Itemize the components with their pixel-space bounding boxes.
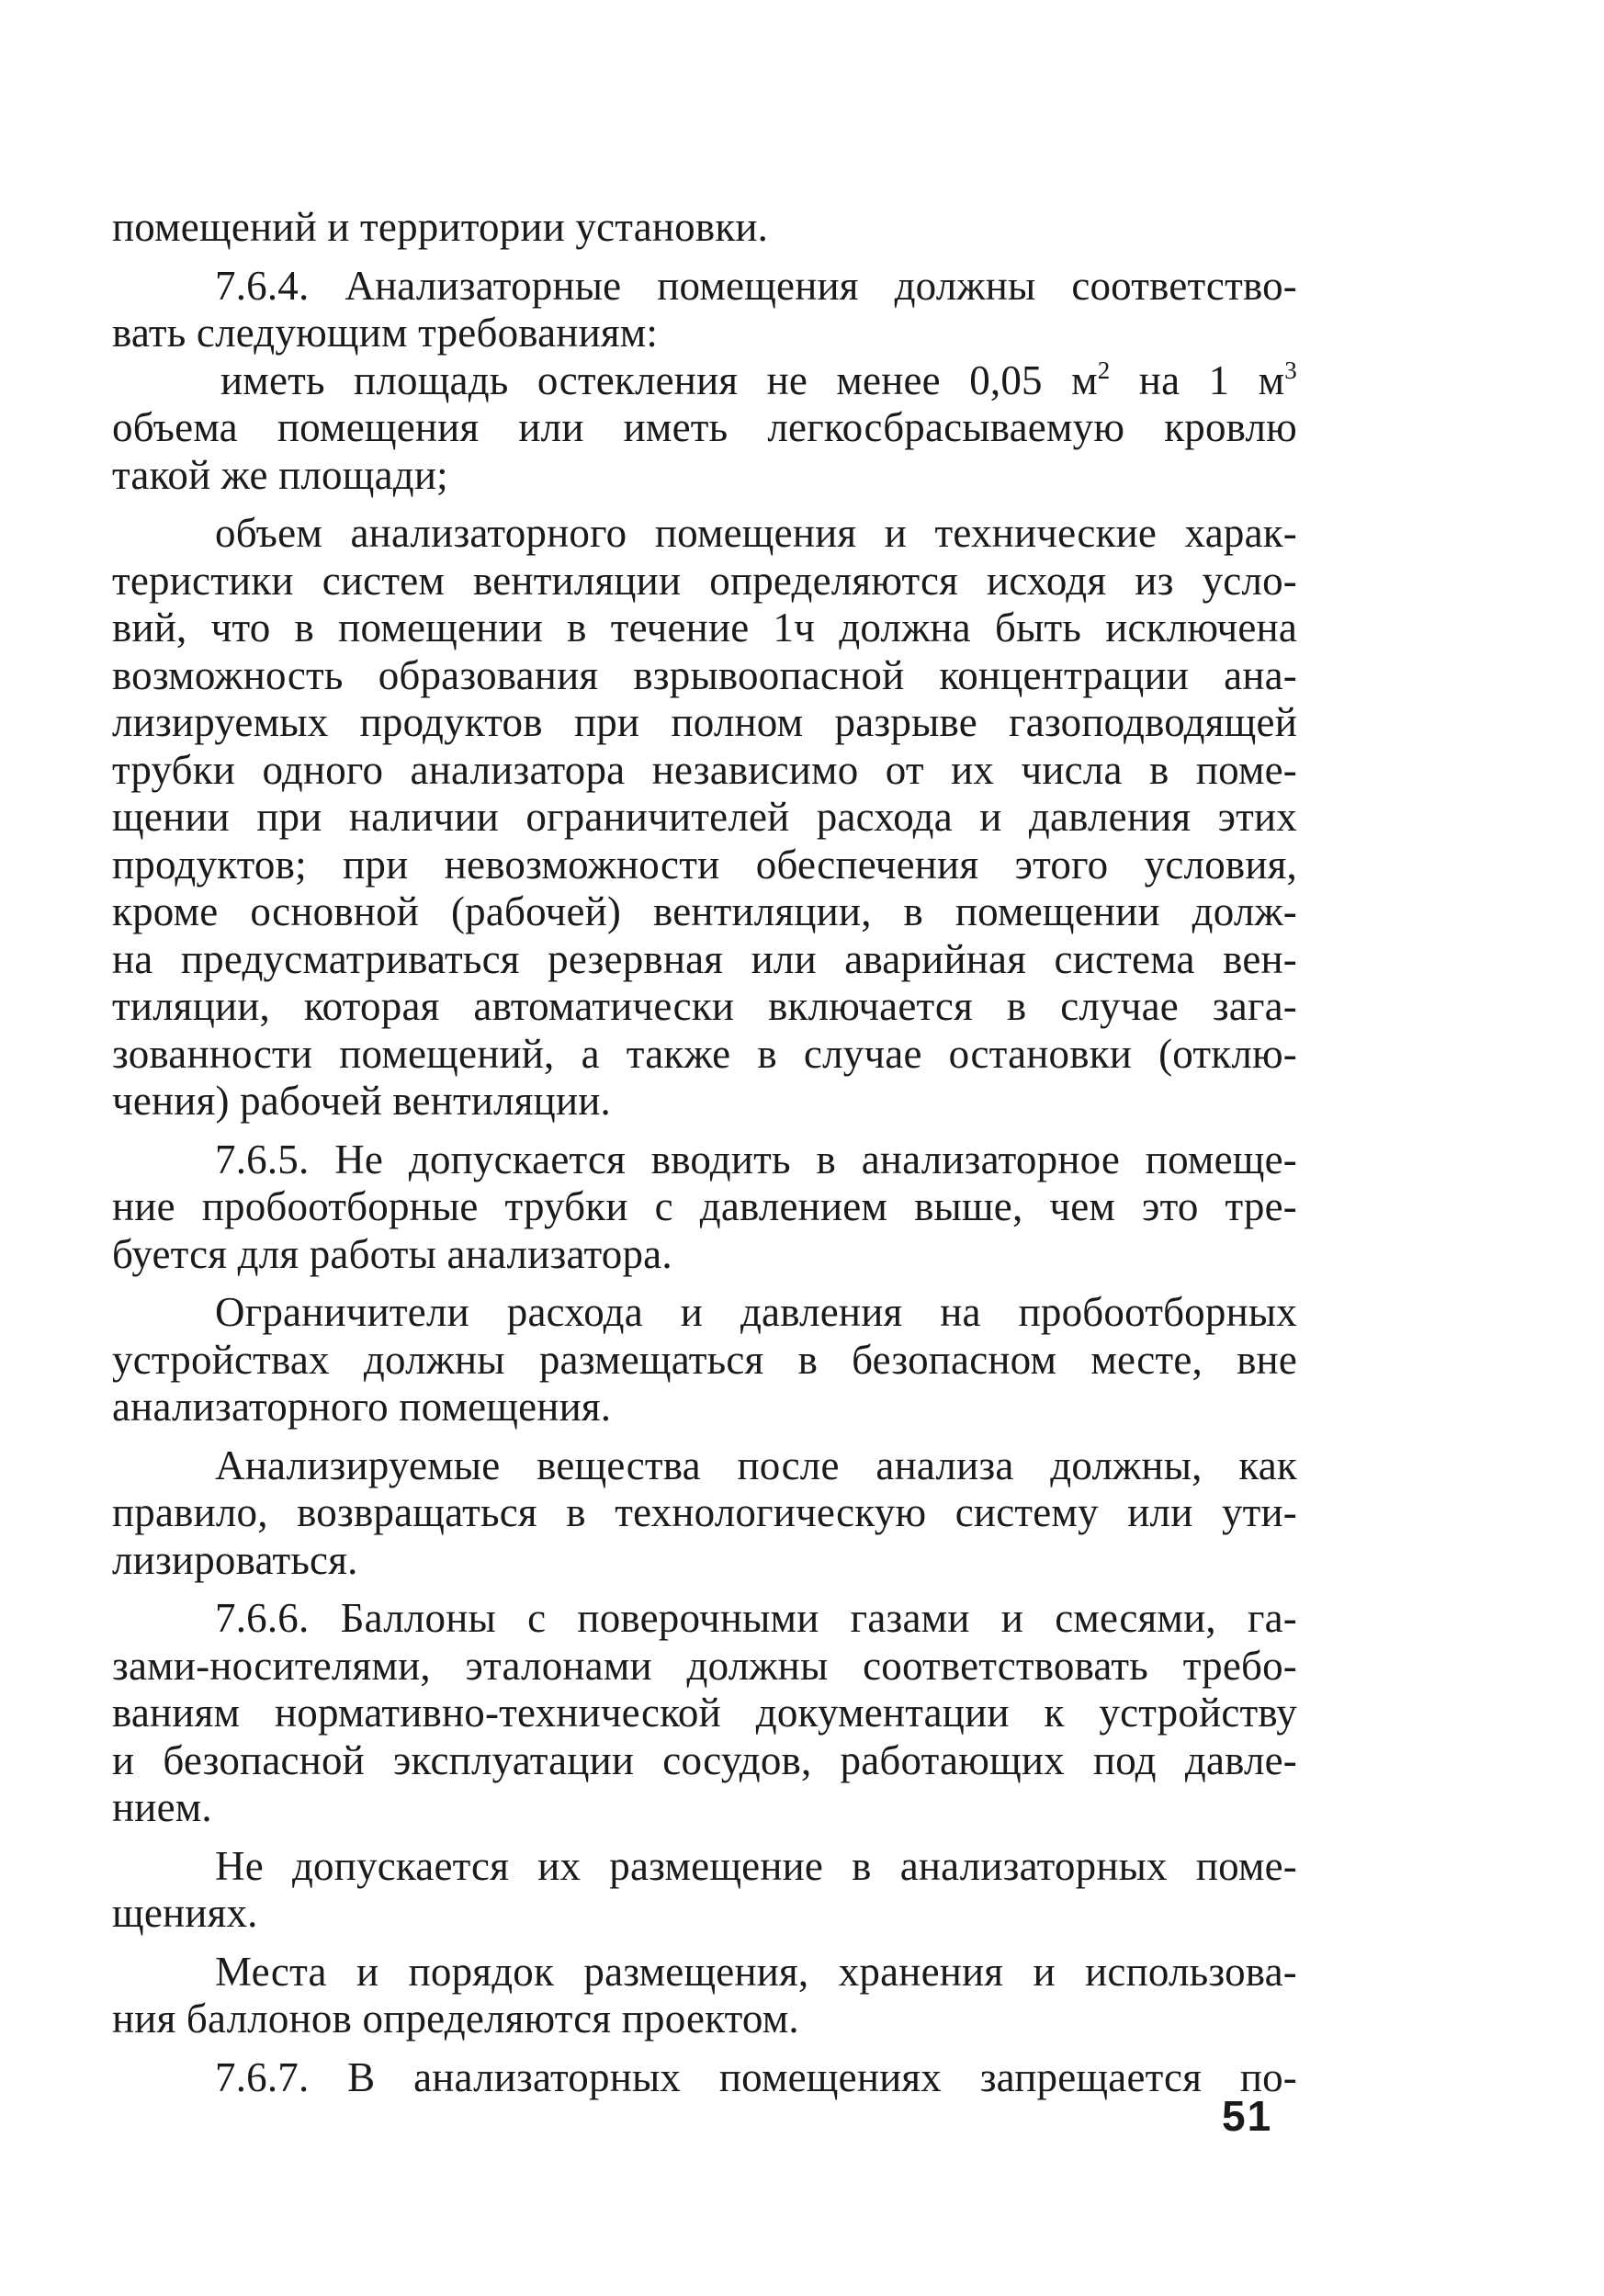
page-number: 51 xyxy=(1222,2092,1273,2140)
text-line: чения) рабочей вентиляции. xyxy=(112,1078,611,1124)
text-line: кроме основной (рабочей) вентиляции, в помещении долж- xyxy=(112,888,1297,934)
text-line: тиляции, которая автоматически включается в случае зага- xyxy=(112,983,1297,1029)
text-line: щении при наличии ограничителей расхода и давления этих xyxy=(112,794,1297,840)
clause-7-6-6-line: 7.6.6. Баллоны с поверочными газами и смесями, га- xyxy=(215,1595,1297,1641)
text-line: объема помещения или иметь легкосбрасываемую кровлю xyxy=(112,404,1297,450)
text-line: возможность образования взрывоопасной концентрации ана- xyxy=(112,651,1297,698)
text-line: зами-носителями, эталонами должны соответствовать требо- xyxy=(112,1642,1297,1689)
text-line: трубки одного анализатора независимо от их числа в поме- xyxy=(112,746,1297,793)
text-fragment: на 1 м xyxy=(1110,356,1285,403)
text-line: анализаторного помещения. xyxy=(112,1384,612,1430)
text-line: лизироваться. xyxy=(112,1536,358,1583)
text-line: продуктов; при невозможности обеспечения этого условия, xyxy=(112,841,1297,888)
paragraph-line: Анализируемые вещества после анализа должны, как xyxy=(215,1442,1297,1488)
text-line: правило, возвращаться в технологическую систему или ути- xyxy=(112,1489,1297,1535)
text-line: и безопасной эксплуатации сосудов, работающих под давле- xyxy=(112,1736,1297,1783)
text-line: помещений и территории установки. xyxy=(112,204,769,250)
paragraph-line: Ограничители расхода и давления на пробоотборных xyxy=(215,1289,1297,1335)
clause-7-6-4-line: 7.6.4. Анализаторные помещения должны соответство- xyxy=(215,262,1297,309)
text-line: на предусматриваться резервная или аварийная система вен- xyxy=(112,935,1297,982)
text-line: вать следующим требованиям: xyxy=(112,310,659,356)
superscript: 3 xyxy=(1284,356,1297,384)
superscript: 2 xyxy=(1097,356,1111,384)
clause-7-6-7-line: 7.6.7. В анализаторных помещениях запрещается по- xyxy=(215,2053,1297,2100)
paragraph-line: Не допускается их размещение в анализаторных поме- xyxy=(215,1842,1297,1889)
text-line: ния баллонов определяются проектом. xyxy=(112,1996,799,2042)
paragraph-line: Места и порядок размещения, хранения и использова- xyxy=(215,1948,1297,1995)
text-line: нием. xyxy=(112,1784,212,1830)
text-line: лизируемых продуктов при полном разрыве газоподводящей xyxy=(112,699,1297,745)
body-text xyxy=(112,204,1297,2101)
text-line: ние пробоотборные трубки с давлением выше, чем это тре- xyxy=(112,1183,1297,1229)
text-line: устройствах должны размещаться в безопасном месте, вне xyxy=(112,1336,1297,1383)
text-line: теристики систем вентиляции определяются исходя из усло- xyxy=(112,557,1297,604)
text-line: буется для работы анализатора. xyxy=(112,1230,672,1277)
text-line: щениях. xyxy=(112,1890,258,1936)
text-line: такой же площади; xyxy=(112,451,448,498)
clause-7-6-5-line: 7.6.5. Не допускается вводить в анализаторное помеще- xyxy=(215,1136,1297,1182)
text-fragment: иметь площадь остекления не менее 0,05 м xyxy=(220,356,1098,403)
text-line: зованности помещений, а также в случае остановки (отклю- xyxy=(112,1030,1297,1077)
text-line: ваниям нормативно-технической документации к устройству xyxy=(112,1690,1297,1736)
requirement-line-volume: объем анализаторного помещения и технические харак- xyxy=(215,510,1297,556)
text-line: вий, что в помещении в течение 1ч должна быть исключена xyxy=(112,605,1297,650)
requirement-line-glazing xyxy=(112,357,1297,405)
